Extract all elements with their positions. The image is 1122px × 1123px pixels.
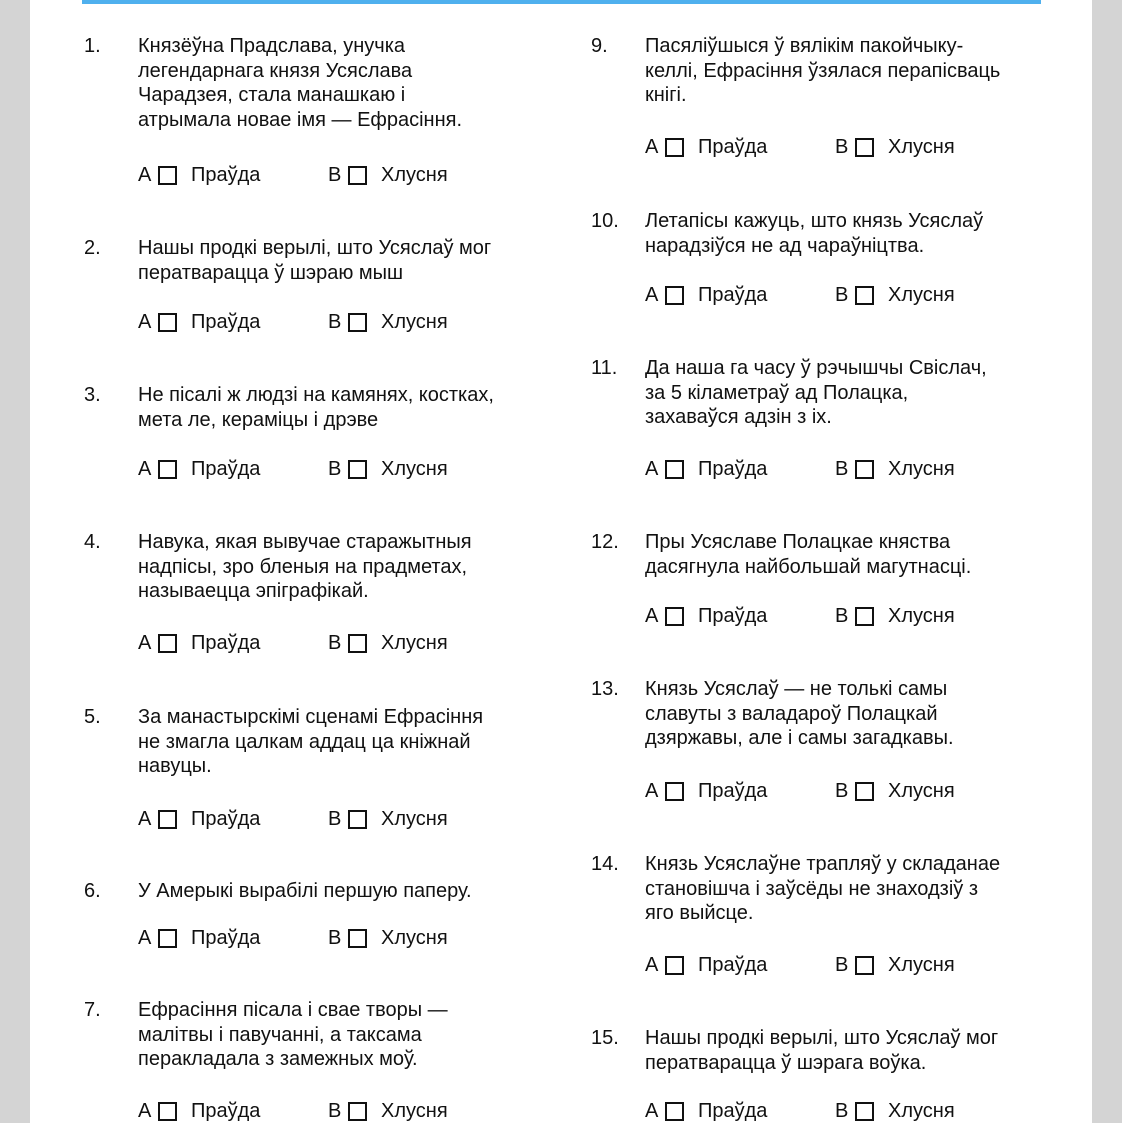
answer-row bbox=[645, 604, 985, 628]
answer-row bbox=[645, 135, 985, 159]
checkbox[interactable] bbox=[158, 1102, 177, 1121]
question-text: Князёўна Прадслава, унучка легендарнага князя Усяслава Чарадзея, стала манашкаю і атрымала новае імя — Ефрасіння. bbox=[138, 35, 463, 131]
checkbox[interactable] bbox=[665, 286, 684, 305]
question-text: Нашы продкі верылі, што Усяслаў мог ператварацца ў шэраю мыш bbox=[138, 237, 492, 284]
question-number: 14. bbox=[591, 853, 619, 875]
question-text: Не пісалі ж людзі на камянях, костках, мета ле, кераміцы і дрэве bbox=[138, 384, 494, 431]
option-false[interactable]: В Хлусня bbox=[835, 1100, 955, 1122]
question-text: Пры Усяславе Полацкае княства дасягнула найбольшай магутнасці. bbox=[645, 531, 972, 578]
checkbox[interactable] bbox=[855, 1102, 874, 1121]
question-text: Князь Усяслаў — не толькі самы славуты з валадароў Полацкай дзяржавы, але і самы загадкавы. bbox=[645, 678, 954, 749]
option-true[interactable]: А Праўда bbox=[138, 311, 261, 333]
option-false[interactable]: В Хлусня bbox=[328, 1100, 448, 1122]
checkbox[interactable] bbox=[665, 607, 684, 626]
answer-row bbox=[138, 807, 478, 831]
option-false[interactable]: В Хлусня bbox=[835, 954, 955, 976]
question-number: 7. bbox=[84, 999, 101, 1021]
answer-row bbox=[645, 1099, 985, 1123]
checkbox[interactable] bbox=[348, 460, 367, 479]
option-true[interactable]: А Праўда bbox=[645, 605, 768, 627]
checkbox[interactable] bbox=[158, 929, 177, 948]
question-number: 12. bbox=[591, 531, 619, 553]
checkbox[interactable] bbox=[665, 782, 684, 801]
question-text: Да наша га часу ў рэчышчы Свіслач, за 5 кіламетраў ад Полацка, захаваўся адзін з іх. bbox=[645, 357, 987, 428]
checkbox[interactable] bbox=[158, 810, 177, 829]
checkbox[interactable] bbox=[158, 313, 177, 332]
answer-row bbox=[138, 457, 478, 481]
option-false[interactable]: В Хлусня bbox=[835, 605, 955, 627]
answer-row bbox=[645, 283, 985, 307]
option-true[interactable]: А Праўда bbox=[138, 1100, 261, 1122]
question-number: 4. bbox=[84, 531, 101, 553]
checkbox[interactable] bbox=[855, 138, 874, 157]
header-accent-bar bbox=[82, 0, 1041, 4]
option-false[interactable]: В Хлусня bbox=[835, 780, 955, 802]
checkbox[interactable] bbox=[348, 1102, 367, 1121]
checkbox[interactable] bbox=[855, 460, 874, 479]
option-true[interactable]: А Праўда bbox=[645, 954, 768, 976]
option-true[interactable]: А Праўда bbox=[138, 632, 261, 654]
option-true[interactable]: А Праўда bbox=[138, 808, 261, 830]
question-text: Нашы продкі верылі, што Усяслаў мог ператварацца ў шэрага воўка. bbox=[645, 1027, 999, 1074]
option-true[interactable]: А Праўда bbox=[138, 927, 261, 949]
question-text: Ефрасіння пісала і свае творы — малітвы і павучанні, а таксама перакладала з замежных моў. bbox=[138, 999, 448, 1070]
checkbox[interactable] bbox=[348, 810, 367, 829]
option-true[interactable]: А Праўда bbox=[138, 164, 261, 186]
checkbox[interactable] bbox=[348, 166, 367, 185]
option-true[interactable]: А Праўда bbox=[645, 1100, 768, 1122]
checkbox[interactable] bbox=[158, 634, 177, 653]
option-false[interactable]: В Хлусня bbox=[328, 164, 448, 186]
question-text: Князь Усяслаўне трапляў у складанае становішча і заўсёды не знаходзіў з яго выйсце. bbox=[645, 853, 1001, 924]
option-true[interactable]: А Праўда bbox=[645, 458, 768, 480]
checkbox[interactable] bbox=[348, 313, 367, 332]
checkbox[interactable] bbox=[348, 929, 367, 948]
checkbox[interactable] bbox=[158, 166, 177, 185]
question-number: 5. bbox=[84, 706, 101, 728]
answer-row bbox=[645, 779, 985, 803]
option-true[interactable]: А Праўда bbox=[138, 458, 261, 480]
option-true[interactable]: А Праўда bbox=[645, 780, 768, 802]
question-text: За манастырскімі сценамі Ефрасіння не змагла цалкам аддац ца кніжнай навуцы. bbox=[138, 706, 484, 777]
option-false[interactable]: В Хлусня bbox=[328, 927, 448, 949]
question-text: У Амерыкі вырабілі першую паперу. bbox=[138, 880, 472, 902]
option-true[interactable]: А Праўда bbox=[645, 284, 768, 306]
question-number: 11. bbox=[591, 357, 618, 379]
checkbox[interactable] bbox=[158, 460, 177, 479]
answer-row bbox=[138, 631, 478, 655]
option-false[interactable]: В Хлусня bbox=[328, 311, 448, 333]
checkbox[interactable] bbox=[855, 782, 874, 801]
answer-row bbox=[138, 1099, 478, 1123]
question-number: 3. bbox=[84, 384, 101, 406]
option-false[interactable]: В Хлусня bbox=[835, 458, 955, 480]
question-number: 9. bbox=[591, 35, 608, 57]
checkbox[interactable] bbox=[855, 956, 874, 975]
answer-row bbox=[138, 310, 478, 334]
option-false[interactable]: В Хлусня bbox=[328, 632, 448, 654]
option-true[interactable]: А Праўда bbox=[645, 136, 768, 158]
option-false[interactable]: В Хлусня bbox=[835, 136, 955, 158]
answer-row bbox=[138, 926, 478, 950]
answer-row bbox=[138, 163, 478, 187]
checkbox[interactable] bbox=[665, 1102, 684, 1121]
question-number: 6. bbox=[84, 880, 101, 902]
question-number: 15. bbox=[591, 1027, 619, 1049]
question-number: 2. bbox=[84, 237, 101, 259]
question-number: 1. bbox=[84, 35, 101, 57]
checkbox[interactable] bbox=[665, 460, 684, 479]
checkbox[interactable] bbox=[855, 607, 874, 626]
answer-row bbox=[645, 953, 985, 977]
answer-row bbox=[645, 457, 985, 481]
checkbox[interactable] bbox=[665, 138, 684, 157]
checkbox[interactable] bbox=[855, 286, 874, 305]
question-text: Навука, якая вывучае старажытныя надпісы, зро бленыя на прадметах, называецца эпіграфікай. bbox=[138, 531, 472, 602]
option-false[interactable]: В Хлусня bbox=[835, 284, 955, 306]
question-text: Пасяліўшыся ў вялікім пакойчыку- келлі, Ефрасіння ўзялася перапісваць кнігі. bbox=[645, 35, 1001, 106]
option-false[interactable]: В Хлусня bbox=[328, 808, 448, 830]
option-false[interactable]: В Хлусня bbox=[328, 458, 448, 480]
checkbox[interactable] bbox=[665, 956, 684, 975]
question-number: 10. bbox=[591, 210, 619, 232]
question-number: 13. bbox=[591, 678, 619, 700]
question-text: Летапісы кажуць, што князь Усяслаў нарадзіўся не ад чараўніцтва. bbox=[645, 210, 984, 257]
checkbox[interactable] bbox=[348, 634, 367, 653]
